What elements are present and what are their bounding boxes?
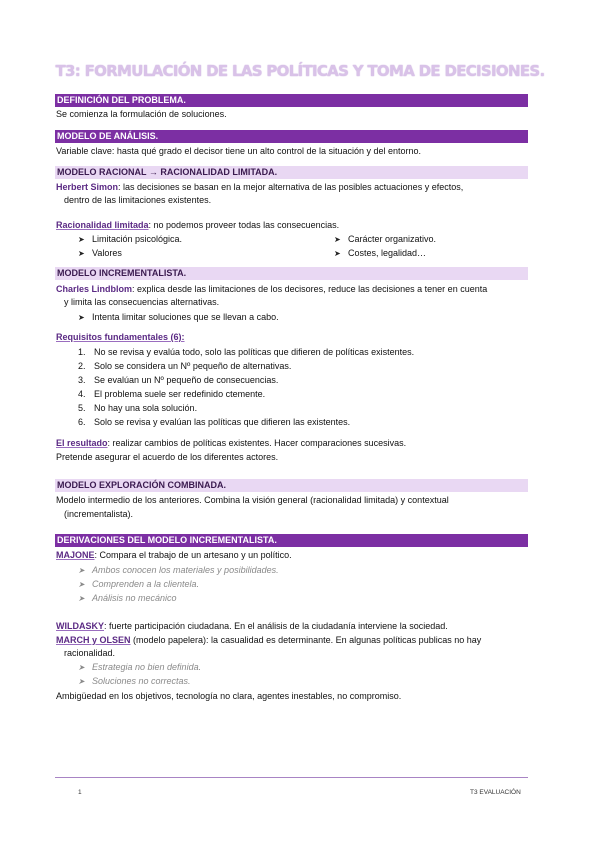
wildasky-name: WILDASKY — [56, 621, 104, 631]
limitada-line — [56, 220, 339, 231]
requisito-text: Se evalúan un Nº pequeño de consecuencias. — [94, 375, 279, 385]
arrow-bullet-icon: ➤ — [78, 313, 85, 322]
simon-line — [56, 182, 463, 193]
requisito-3: 3. Se evalúan un Nº pequeño de consecuencias. — [78, 375, 279, 385]
majone-bullet-2 — [78, 579, 199, 590]
limitada-name: Racionalidad limitada — [56, 220, 149, 230]
racional-bullet-4 — [334, 248, 426, 259]
lindblom-text-cont: y limita las consecuencias alternativas. — [64, 297, 220, 307]
exploracion-text: Modelo intermedio de los anteriores. Combina la visión general (racionalidad limitada) y contextual — [56, 495, 449, 505]
requisito-6: 6. Solo se revisa y evalúan las políticas que difieren las existentes. — [78, 417, 351, 427]
section-heading-incremental: MODELO INCREMENTALISTA. — [55, 267, 528, 280]
footer-page-number: 1 — [78, 789, 82, 796]
bullet-text: Análisis no mecánico — [92, 593, 177, 603]
arrow-bullet-icon: ➤ — [78, 594, 85, 603]
lindblom-name: Charles Lindblom — [56, 284, 133, 294]
ambiguedad-text: Ambigüedad en los objetivos, tecnología no clara, agentes inestables, no compromiso. — [56, 691, 402, 701]
requisito-text: Solo se revisa y evalúan las políticas que difieren las existentes. — [94, 417, 351, 427]
bullet-text: Limitación psicológica. — [92, 234, 183, 244]
bullet-text: Intenta limitar soluciones que se llevan a cabo. — [92, 312, 279, 322]
march-text: (modelo papelera): la casualidad es determinante. En algunas políticas publicas no hay — [130, 635, 482, 645]
requisitos-title: Requisitos fundamentales (6): — [56, 332, 185, 342]
march-name: MARCH y OLSEN — [56, 635, 131, 645]
requisito-5: 5. No hay una sola solución. — [78, 403, 198, 413]
march-bullet-2 — [78, 676, 191, 687]
majone-bullet-1 — [78, 565, 279, 576]
majone-text: : Compara el trabajo de un artesano y un político. — [94, 550, 292, 560]
racional-bullet-2 — [334, 234, 436, 245]
section-heading-racional: MODELO RACIONAL → RACIONALIDAD LIMITADA. — [55, 166, 528, 179]
bullet-text: Costes, legalidad… — [348, 248, 427, 258]
resultado-name: El resultado — [56, 438, 108, 448]
simon-text-cont: dentro de las limitaciones existentes. — [64, 195, 212, 205]
requisito-1: 1. No se revisa y evalúa todo, solo las políticas que difieren de políticas existentes. — [78, 347, 415, 357]
simon-name: Herbert Simon — [56, 182, 119, 192]
wildasky-text: : fuerte participación ciudadana. En el análisis de la ciudadanía interviene la sociedad. — [104, 621, 448, 631]
arrow-bullet-icon: ➤ — [78, 677, 85, 686]
march-bullet-1 — [78, 662, 201, 673]
footer-divider — [55, 777, 528, 778]
requisito-2: 2. Solo se considera un Nº pequeño de alternativas. — [78, 361, 292, 371]
racional-bullet-3 — [78, 248, 122, 259]
section-heading-exploracion: MODELO EXPLORACIÓN COMBINADA. — [55, 479, 528, 492]
page-title: T3: FORMULACIÓN DE LAS POLÍTICAS Y TOMA DE DECISIONES. — [55, 62, 545, 80]
requisito-text: No se revisa y evalúa todo, solo las políticas que difieren de políticas existentes. — [94, 347, 415, 357]
racional-bullet-1 — [78, 234, 182, 245]
bullet-text: Comprenden a la clientela. — [92, 579, 200, 589]
arrow-bullet-icon: ➤ — [334, 235, 341, 244]
requisitos-title-line — [56, 332, 185, 343]
requisito-text: Solo se considera un Nº pequeño de alternativas. — [94, 361, 292, 371]
lindblom-line — [56, 284, 487, 295]
exploracion-text-cont: (incrementalista). — [64, 509, 134, 519]
footer-label: T3 EVALUACIÓN — [470, 789, 521, 796]
wildasky-line — [56, 621, 448, 632]
march-line — [56, 635, 481, 646]
requisito-4: 4. El problema suele ser redefinido ctemente. — [78, 389, 266, 399]
section-heading-definicion: DEFINICIÓN DEL PROBLEMA. — [55, 94, 528, 107]
arrow-bullet-icon: ➤ — [78, 249, 85, 258]
limitada-text: : no podemos proveer todas las consecuencias. — [148, 220, 340, 230]
bullet-text: Estrategia no bien definida. — [92, 662, 202, 672]
definicion-text: Se comienza la formulación de soluciones. — [56, 109, 227, 119]
section-heading-derivaciones: DERIVACIONES DEL MODELO INCREMENTALISTA. — [55, 534, 528, 547]
incremental-bullet — [78, 312, 279, 323]
pretende-text: Pretende asegurar el acuerdo de los diferentes actores. — [56, 452, 279, 462]
requisito-text: No hay una sola solución. — [94, 403, 198, 413]
arrow-bullet-icon: ➤ — [78, 566, 85, 575]
majone-name: MAJONE — [56, 550, 95, 560]
analisis-text: Variable clave: hasta qué grado el decisor tiene un alto control de la situación y del entorno. — [56, 146, 422, 156]
bullet-text: Ambos conocen los materiales y posibilidades. — [92, 565, 279, 575]
arrow-bullet-icon: ➤ — [78, 235, 85, 244]
majone-line — [56, 550, 292, 561]
bullet-text: Carácter organizativo. — [348, 234, 437, 244]
simon-text: : las decisiones se basan en la mejor alternativa de las posibles actuaciones y efectos, — [118, 182, 464, 192]
bullet-text: Soluciones no correctas. — [92, 676, 191, 686]
resultado-line — [56, 438, 406, 449]
section-heading-analisis: MODELO DE ANÁLISIS. — [55, 130, 528, 143]
lindblom-text: : explica desde las limitaciones de los decisores, reduce las decisiones a tener en cuenta — [132, 284, 488, 294]
requisito-text: El problema suele ser redefinido ctemente. — [94, 389, 266, 399]
arrow-bullet-icon: ➤ — [334, 249, 341, 258]
march-text-cont: racionalidad. — [64, 648, 116, 658]
arrow-bullet-icon: ➤ — [78, 580, 85, 589]
bullet-text: Valores — [92, 248, 122, 258]
arrow-bullet-icon: ➤ — [78, 663, 85, 672]
resultado-text: : realizar cambios de políticas existentes. Hacer comparaciones sucesivas. — [107, 438, 407, 448]
majone-bullet-3 — [78, 593, 177, 604]
